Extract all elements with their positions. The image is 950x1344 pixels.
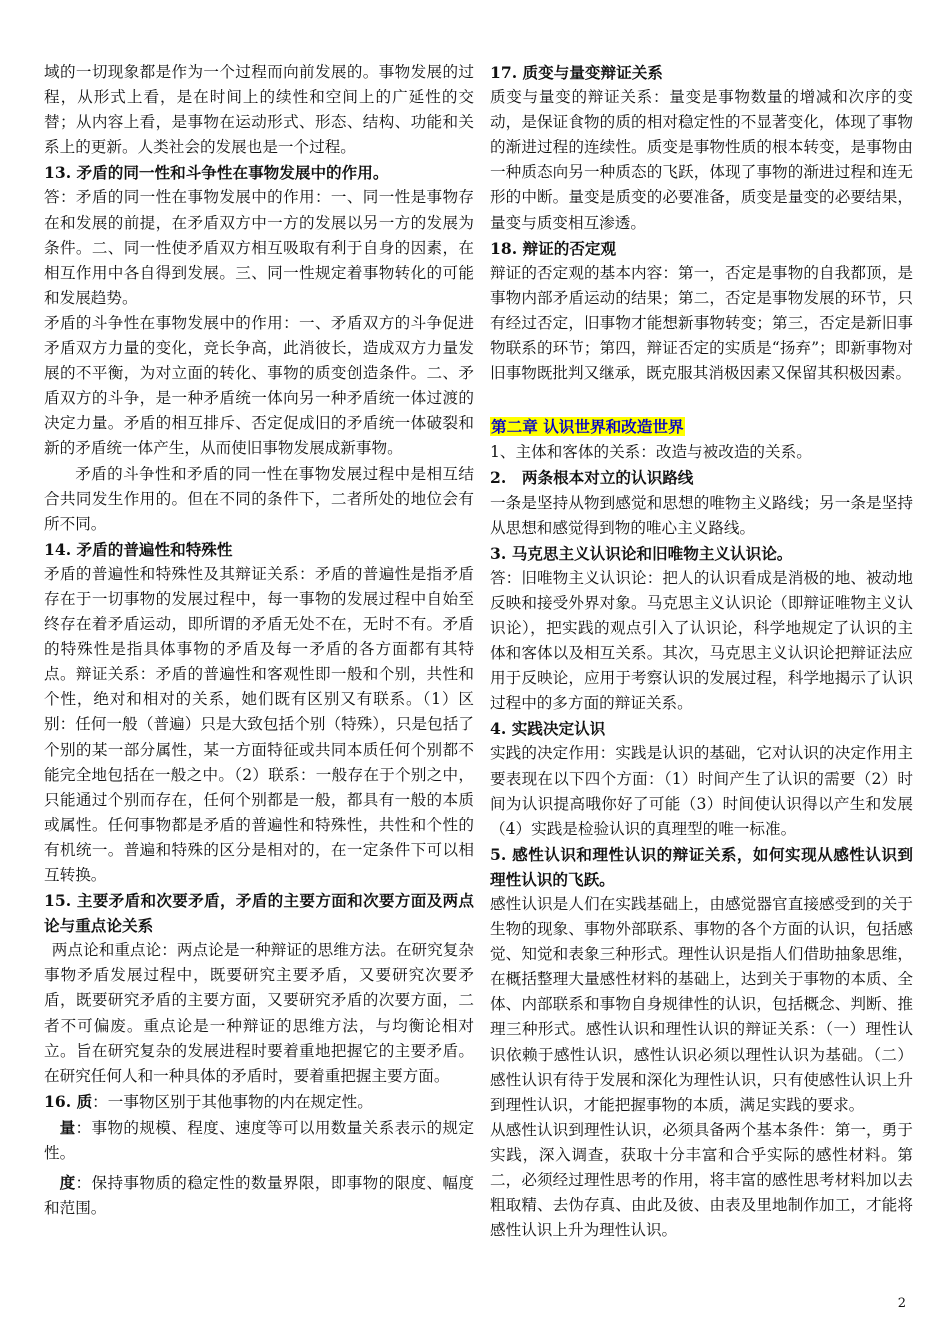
heading-14: 14. 矛盾的普遍性和特殊性 — [44, 539, 233, 559]
heading-c5: 5. 感性认识和理性认识的辩证关系，如何实现从感性认识到理性认识的飞跃。 — [490, 844, 913, 889]
heading-18: 18. 辩证的否定观 — [490, 238, 617, 258]
paragraph-c2: 一条是坚持从物到感觉和思想的唯物主义路线；另一条是坚持从思想和感觉得到物的唯心主义路线。 — [490, 493, 913, 537]
heading-15: 15. 主要矛盾和次要矛盾，矛盾的主要方面和次要方面及两点论与重点论关系 — [44, 891, 474, 936]
definition-quantity: ：事物的规模、程度、速度等可以用数量关系表示的规定性。 — [44, 1118, 474, 1163]
paragraph-13-struggle: 矛盾的斗争性在事物发展中的作用：一、矛盾双方的斗争促进矛盾双方力量的变化，竞长争高，此消彼长，造成双方力量发展的不平衡，为对立面的转化、事物的质变创造条件。二、矛盾双方的斗争，是一种矛盾统一体向另一种矛盾统一体过渡的决定力量。矛盾的相互排斥、否定促成旧的矛盾统一体破裂和新的矛盾统一体产生，从而使旧事物发展成新事物。 — [44, 313, 474, 458]
paragraph-14: 矛盾的普遍性和特殊性及其辩证关系：矛盾的普遍性是指矛盾存在于一切事物的发展过程中，每一事物的发展过程中自始至终存在着矛盾运动，即所谓的矛盾无处不在，无时不有。矛盾的特殊性是指具体事物的矛盾及每一矛盾的各方面都有其特点。辩证关系：矛盾的普遍性和客观性即一般和个别，共性和个性，绝对和相对的关系，她们既有区别又有联系。（1）区别：任何一般（普遍）只是大致包括个别（特殊），只是包括了个别的某一部分属性，某一方面特征或共同本质任何个别都不能完全地包括在一般之中。（2）联系：一般存在于个别之中，只能通过个别而存在，任何个别都是一般，都具有一般的本质或属性。任何事物都是矛盾的普遍性和特殊性，共性和个性的有机统一。普遍和特殊的区分是相对的，在一定条件下可以相互转换。 — [44, 564, 474, 884]
heading-13: 13. 矛盾的同一性和斗争性在事物发展中的作用。 — [44, 163, 389, 183]
paragraph-13-combined: 矛盾的斗争性和矛盾的同一性在事物发展过程中是相互结合共同发生作用的。但在不同的条件下，二者所处的地位会有所不同。 — [44, 464, 474, 533]
term-quality: 质 — [76, 1091, 93, 1111]
paragraph-c5-conditions: 从感性认识到理性认识，必须具备两个基本条件：第一，勇于实践，深入调查，获取十分丰富和合乎实际的感性材料。第二，必须经过理性思考的作用，将丰富的感性思考材料加以去粗取精、去伪存真、由此及彼、由表及里地制作加工，才能将感性认识上升为理性认识。 — [490, 1120, 913, 1240]
paragraph-16-quantity — [44, 1115, 474, 1166]
paragraph-c5-relation: 感性认识是人们在实践基础上，由感觉器官直接感受到的关于生物的现象、事物外部联系、事物的各个方面的认识，包括感觉、知觉和表象三种形式。理性认识是指人们借助抽象思维，在概括整理大量感性材料的基础上，达到关于事物的本质、全体、内部联系和事物自身规律性的认识，包括概念、判断、推理三种形式。感性认识和理性认识的辩证关系：（一）理性认识依赖于感性认识，感性认识必须以理性认识为基础。（二）感性认识有待于发展和深化为理性认识，只有使感性认识上升到理性认识，才能把握事物的本质，满足实践的要求。 — [490, 895, 913, 1114]
heading-c4: 4. 实践决定认识 — [490, 719, 606, 739]
definition-degree: ：保持事物质的稳定性的数量界限，即事物的限度、幅度和范围。 — [44, 1174, 474, 1218]
heading-c2: 2. 两条根本对立的认识路线 — [490, 468, 694, 488]
page-number: 2 — [897, 1296, 906, 1311]
chapter-title — [490, 414, 913, 440]
heading-16-number: 16. — [44, 1091, 77, 1111]
paragraph-13-identity: 答：矛盾的同一性在事物发展中的作用：一、同一性是事物存在和发展的前提，在矛盾双方中一方的发展以另一方的发展为条件。二、同一性使矛盾双方相互吸取有利于自身的因素，在相互作用中各自得到发展。三、同一性规定着事物转化的可能和发展趋势。 — [44, 188, 474, 307]
left-column — [44, 60, 474, 1221]
paragraph-16-quality — [44, 1089, 474, 1115]
term-degree: 度 — [59, 1173, 76, 1193]
right-column — [490, 60, 913, 1243]
heading-c3: 3. 马克思主义认识论和旧唯物主义认识论。 — [490, 543, 793, 563]
chapter-title-text: 第二章 认识世界和改造世界 — [491, 417, 684, 437]
paragraph-process: 域的一切现象都是作为一个过程而向前发展的。事物发展的过程，从形式上看，是在时间上的续性和空间上的广延性的交替；从内容上看，是事物在运动形式、形态、结构、功能和关系上的更新。人类社会的发展也是一个过程。 — [44, 63, 474, 157]
paragraph-16-degree — [44, 1170, 474, 1221]
paragraph-15: 两点论和重点论：两点论是一种辩证的思维方法。在研究复杂事物矛盾发展过程中，既要研究主要矛盾，又要研究次要矛盾，既要研究矛盾的主要方面，又要研究矛盾的次要方面，二者不可偏废。重点论是一种辩证的思维方法，与均衡论相对立。旨在研究复杂的发展进程时要着重地把握它的主要矛盾。在研究任何人和一种具体的矛盾时，要着重把握主要方面。 — [44, 941, 474, 1085]
paragraph-c4: 实践的决定作用：实践是认识的基础，它对认识的决定作用主要表现在以下四个方面：（1）时间产生了认识的需要（2）时间为认识提高哦你好了可能（3）时间使认识得以产生和发展（4）实践是检验认识的真理型的唯一标准。 — [490, 744, 913, 838]
definition-quality: ：一事物区别于其他事物的内在规定性。 — [92, 1092, 373, 1111]
term-quantity: 量 — [59, 1117, 76, 1137]
heading-17: 17. 质变与量变辩证关系 — [490, 63, 663, 82]
paragraph-17: 质变与量变的辩证关系：量变是事物数量的增减和次序的变动，是保证食物的质的相对稳定性的不显著变化，体现了事物的渐进过程的连续性。质变是事物性质的根本转变，是事物由一种质态向另一种质态的飞跃，体现了事物的渐进过程和连无形的中断。量变是质变的必要准备，质变是量变的必要结果，量变与质变相互渗透。 — [490, 88, 913, 232]
paragraph-c3: 答：旧唯物主义认识论：把人的认识看成是消极的地、被动地反映和接受外界对象。马克思主义认识论（即辩证唯物主义认识论），把实践的观点引入了认识论，科学地规定了认识的主体和客体以及相互关系。其次，马克思主义认识论把辩证法应用于反映论，应用于考察认识的发展过程，科学地揭示了认识过程中的多方面的辩证关系。 — [490, 568, 913, 713]
paragraph-18: 辩证的否定观的基本内容：第一，否定是事物的自我都顶，是事物内部矛盾运动的结果；第二，否定是事物发展的环节，只有经过否定，旧事物才能想新事物转变；第三，否定是新旧事物联系的环节；第四，辩证否定的实质是“扬弃”；即新事物对旧事物既批判又继承，既克服其消极因素又保留其积极因素。 — [490, 263, 913, 383]
item-1-subject-object: 1、主体和客体的关系：改造与被改造的关系。 — [490, 443, 812, 462]
